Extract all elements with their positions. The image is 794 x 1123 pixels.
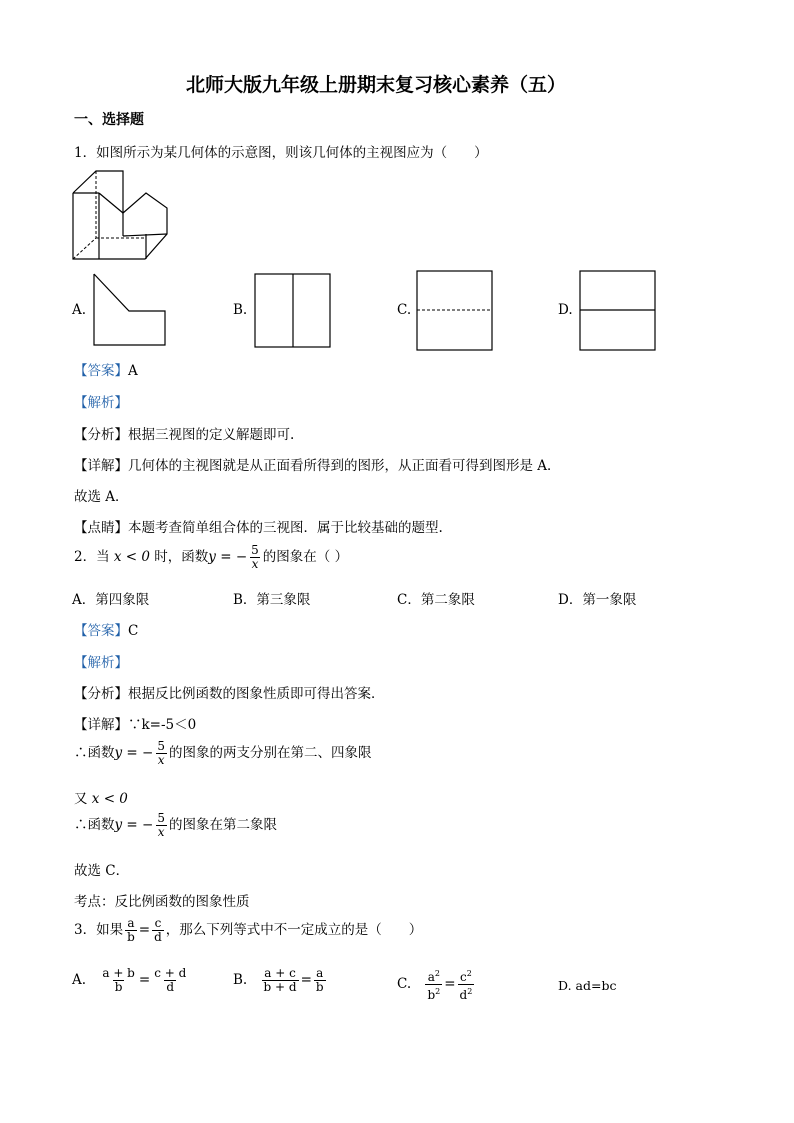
fenxi-label: 【分析】 — [74, 686, 128, 702]
q1-option-b-label: B. — [233, 302, 248, 318]
q3-opt-c-right — [458, 967, 475, 1002]
answer-label: 【答案】 — [74, 623, 128, 639]
q3-opt-a-left — [100, 967, 137, 994]
q3-frac-cd — [152, 917, 164, 944]
q2-answer — [74, 619, 138, 639]
q2-fraction — [249, 544, 261, 571]
q3-opt-a-lden: b — [114, 980, 123, 994]
q1-analysis-label: 【解析】 — [74, 395, 128, 411]
q2-line2-cond: x < 0 — [91, 791, 128, 807]
q3-opt-a-rden: d — [166, 980, 175, 994]
q2-line1-fraction — [155, 740, 167, 767]
q1-option-c-label: C. — [397, 302, 412, 318]
q3-option-c — [397, 967, 476, 1002]
dianjing-label: 【点睛】 — [74, 520, 128, 536]
q1-detail-text: 几何体的主视图就是从正面看所得到的图形，从正面看可得到图形是 A． — [128, 458, 561, 474]
q1-option-b-figure — [254, 273, 331, 348]
q2-detail-text: ∵k=-5＜0 — [128, 717, 197, 733]
q2-line3-func: y = − — [114, 817, 154, 833]
q3-option-b — [233, 967, 328, 994]
q3-opt-c-eq: = — [444, 976, 456, 992]
q1-answer — [74, 359, 138, 379]
q3-opt-c-label: C. — [397, 976, 412, 992]
q2-detail — [74, 713, 196, 733]
section-heading: 一、选择题 — [74, 112, 144, 128]
q2-fenxi-text: 根据反比例函数的图象性质即可得出答案． — [128, 686, 385, 702]
q1-fenxi — [74, 423, 294, 443]
q3-d: d — [154, 930, 162, 944]
q3-opt-c-sq3: 2 — [466, 969, 472, 978]
q3-stem-a: 3．如果 — [74, 922, 124, 938]
q2-stem-c: 的图象在（ ） — [262, 549, 349, 565]
q3-frac-ab — [125, 917, 137, 944]
q1-option-d-label: D. — [558, 302, 573, 318]
q3-option-a — [72, 967, 190, 994]
q2-frac-num: 5 — [251, 543, 259, 557]
q1-answer-value: A — [128, 363, 138, 379]
q3-opt-c-sq2: 2 — [435, 987, 441, 996]
q2-condition: x < 0 — [113, 549, 150, 565]
page-title: 北师大版九年级上册期末复习核心素养（五） — [186, 74, 567, 96]
q2-stem-a: 2．当 — [74, 549, 110, 565]
q3-opt-a-rnum: c + d — [154, 966, 187, 980]
q2-line3 — [74, 812, 277, 839]
q3-opt-c-left — [425, 967, 442, 1002]
q3-opt-b-eq: = — [300, 972, 312, 988]
q3-stem-b: ，那么下列等式中不一定成立的是（ ） — [165, 922, 423, 938]
q2-option-d: D．第一象限 — [558, 592, 637, 608]
q1-choose: 故选 A． — [74, 489, 129, 505]
q2-line1-func: y = − — [114, 745, 154, 761]
q1-option-a-label: A. — [72, 302, 87, 318]
q2-frac-den: x — [251, 557, 259, 571]
q2-line3-b: 的图象在第二象限 — [168, 817, 277, 833]
q1-detail — [74, 454, 561, 474]
q2-line2 — [74, 787, 128, 807]
q3-option-d: D. ad=bc — [558, 978, 617, 993]
q2-kaodian: 考点：反比例函数的图象性质 — [74, 894, 250, 910]
q3-opt-a-right — [152, 967, 188, 994]
q2-func-lhs: y = − — [208, 549, 248, 565]
q3-opt-c-rden: d — [459, 988, 468, 1002]
q3-b: b — [127, 930, 135, 944]
q3-opt-b-lden: b + d — [263, 980, 297, 994]
q3-opt-c-rnum: c — [460, 970, 467, 984]
q3-opt-b-right — [314, 967, 326, 994]
q3-opt-b-rden: b — [315, 980, 324, 994]
q2-line3-fraction — [155, 812, 167, 839]
q3-opt-a-lnum: a + b — [102, 966, 135, 980]
q2-line1-den: x — [157, 753, 165, 767]
q1-stem: 1．如图所示为某几何体的示意图，则该几何体的主视图应为（ ） — [74, 145, 488, 161]
q1-solid-figure — [70, 168, 170, 266]
q1-dianjing-text: 本题考查简单组合体的三视图．属于比较基础的题型. — [128, 520, 443, 536]
q3-a: a — [127, 916, 135, 930]
q2-line2-a: 又 — [74, 791, 88, 807]
q2-line1 — [74, 740, 371, 767]
q2-answer-value: C — [128, 623, 139, 639]
q3-opt-a-label: A. — [72, 972, 87, 988]
q1-option-d-figure — [579, 270, 656, 351]
q3-opt-b-lnum: a + c — [264, 966, 296, 980]
q2-option-a: A．第四象限 — [72, 592, 150, 608]
q3-opt-c-sq4: 2 — [467, 987, 473, 996]
q1-fenxi-text: 根据三视图的定义解题即可. — [128, 427, 295, 443]
q1-option-a-figure — [93, 273, 166, 346]
q2-analysis-label: 【解析】 — [74, 655, 128, 671]
detail-label: 【详解】 — [74, 717, 128, 733]
q1-option-c-figure — [416, 270, 493, 351]
q2-line3-num: 5 — [157, 811, 165, 825]
q3-opt-c-lnum-wrap — [426, 967, 442, 984]
q3-opt-c-lden-wrap — [425, 984, 442, 1002]
q2-stem — [74, 544, 348, 571]
q2-line1-num: 5 — [157, 739, 165, 753]
q2-line3-den: x — [157, 825, 165, 839]
q2-line3-a: ∴函数 — [74, 817, 115, 833]
q3-opt-a-eq: = — [138, 972, 151, 988]
q3-opt-b-rnum: a — [316, 966, 324, 980]
q2-fenxi — [74, 682, 385, 702]
q3-opt-b-label: B. — [233, 972, 248, 988]
fenxi-label: 【分析】 — [74, 427, 128, 443]
q3-eq: = — [138, 922, 151, 938]
q3-c: c — [154, 916, 162, 930]
q1-dianjing — [74, 516, 443, 536]
q3-stem — [74, 917, 422, 944]
q3-opt-c-sq1: 2 — [434, 969, 440, 978]
q3-opt-c-lnum: a — [427, 970, 435, 984]
q2-option-b: B．第三象限 — [233, 592, 311, 608]
q3-opt-c-rnum-wrap — [458, 967, 474, 984]
q2-line1-a: ∴函数 — [74, 745, 115, 761]
q2-stem-b: 时，函数 — [154, 549, 209, 565]
q2-option-c: C．第二象限 — [397, 592, 475, 608]
q2-choose: 故选 C． — [74, 863, 130, 879]
q2-line1-b: 的图象的两支分别在第二、四象限 — [168, 745, 372, 761]
q3-opt-c-rden-wrap — [458, 984, 475, 1002]
answer-label: 【答案】 — [74, 363, 128, 379]
detail-label: 【详解】 — [74, 458, 128, 474]
q3-opt-b-left — [262, 967, 299, 994]
q3-opt-c-lden: b — [427, 988, 436, 1002]
